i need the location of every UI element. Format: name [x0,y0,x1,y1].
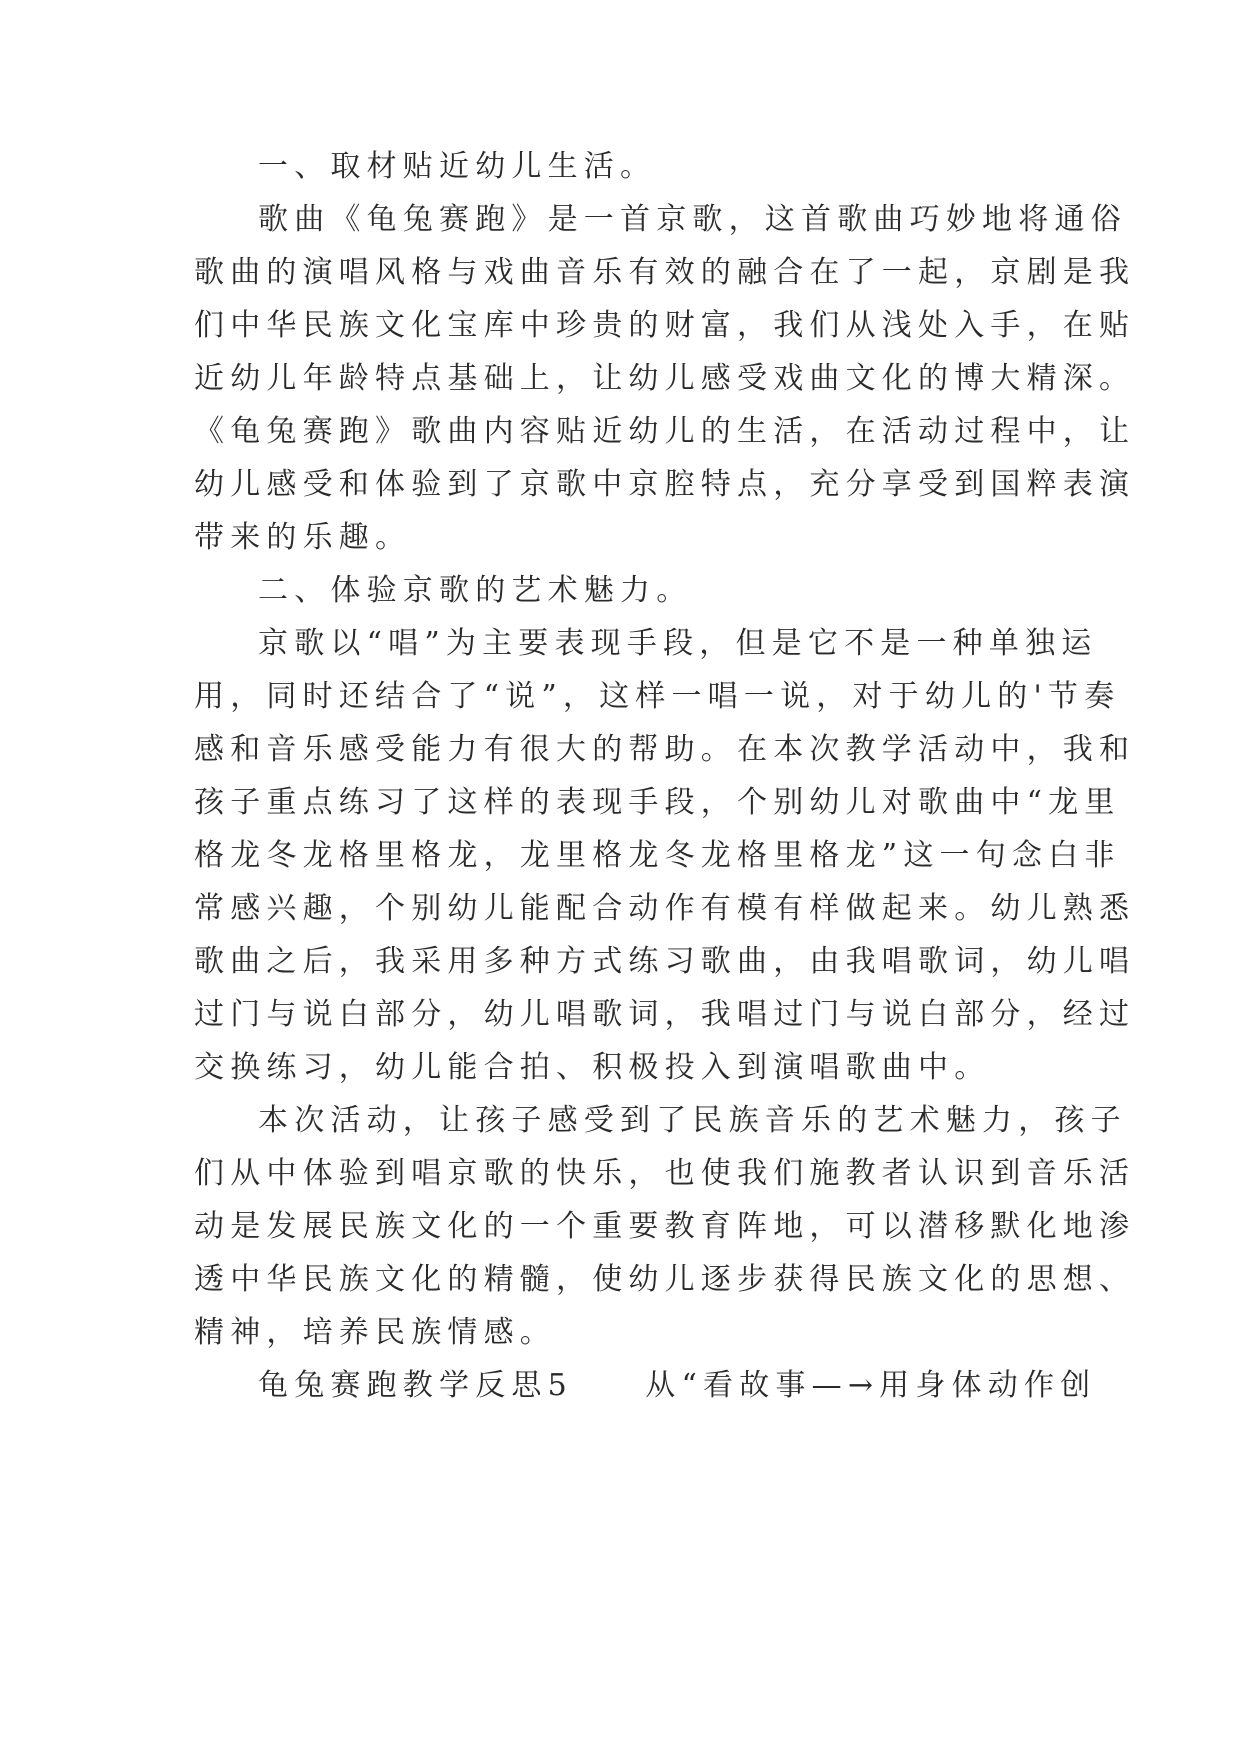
paragraph-line: 带来的乐趣。 [194,520,412,555]
paragraph-line: 交换练习，幼儿能合拍、积极投入到演唱歌曲中。 [194,1050,991,1085]
paragraph-line: 过门与说白部分，幼儿唱歌词，我唱过门与说白部分，经过 [194,997,1136,1032]
paragraph-line: 精神，培养民族情感。 [194,1315,556,1350]
paragraph-line: 孩子重点练习了这样的表现手段，个别幼儿对歌曲中“龙里 [194,785,1121,820]
paragraph-line: 京歌以“唱”为主要表现手段，但是它不是一种单独运 [258,626,1098,661]
paragraph-line: 歌曲之后，我采用多种方式练习歌曲，由我唱歌词，幼儿唱 [194,944,1136,979]
paragraph-line: 歌曲的演唱风格与戏曲音乐有效的融合在了一起，京剧是我 [194,255,1136,290]
section-heading-1: 一、取材贴近幼儿生活。 [258,149,657,184]
paragraph-line: 们中华民族文化宝库中珍贵的财富，我们从浅处入手，在贴 [194,308,1136,343]
paragraph-line: 本次活动，让孩子感受到了民族音乐的艺术魅力，孩子 [258,1103,1127,1138]
paragraph-line: 《龟兔赛跑》歌曲内容贴近幼儿的生活，在活动过程中，让 [194,414,1136,449]
paragraph-line: 们从中体验到唱京歌的快乐，也使我们施教者认识到音乐活 [194,1156,1136,1191]
paragraph-line: 幼儿感受和体验到了京歌中京腔特点，充分享受到国粹表演 [194,467,1136,502]
paragraph-line: 近幼儿年龄特点基础上，让幼儿感受戏曲文化的博大精深。 [194,361,1136,396]
paragraph-line: 感和音乐感受能力有很大的帮助。在本次教学活动中，我和 [194,732,1136,767]
paragraph-line: 常感兴趣，个别幼儿能配合动作有模有样做起来。幼儿熟悉 [194,891,1136,926]
paragraph-line: 透中华民族文化的精髓，使幼儿逐步获得民族文化的思想、 [194,1262,1136,1297]
paragraph-line: 格龙冬龙格里格龙，龙里格龙冬龙格里格龙”这一句念白非 [194,838,1121,873]
section-heading-2: 二、体验京歌的艺术魅力。 [258,573,693,608]
paragraph-line: 歌曲《龟兔赛跑》是一首京歌，这首歌曲巧妙地将通俗 [258,202,1127,237]
next-section-title: 龟兔赛跑教学反思5 从“看故事—→用身体动作创 [258,1368,1097,1403]
paragraph-line: 用，同时还结合了“说”，这样一唱一说，对于幼儿的'节奏 [194,679,1121,714]
paragraph-line: 动是发展民族文化的一个重要教育阵地，可以潜移默化地渗 [194,1209,1136,1244]
